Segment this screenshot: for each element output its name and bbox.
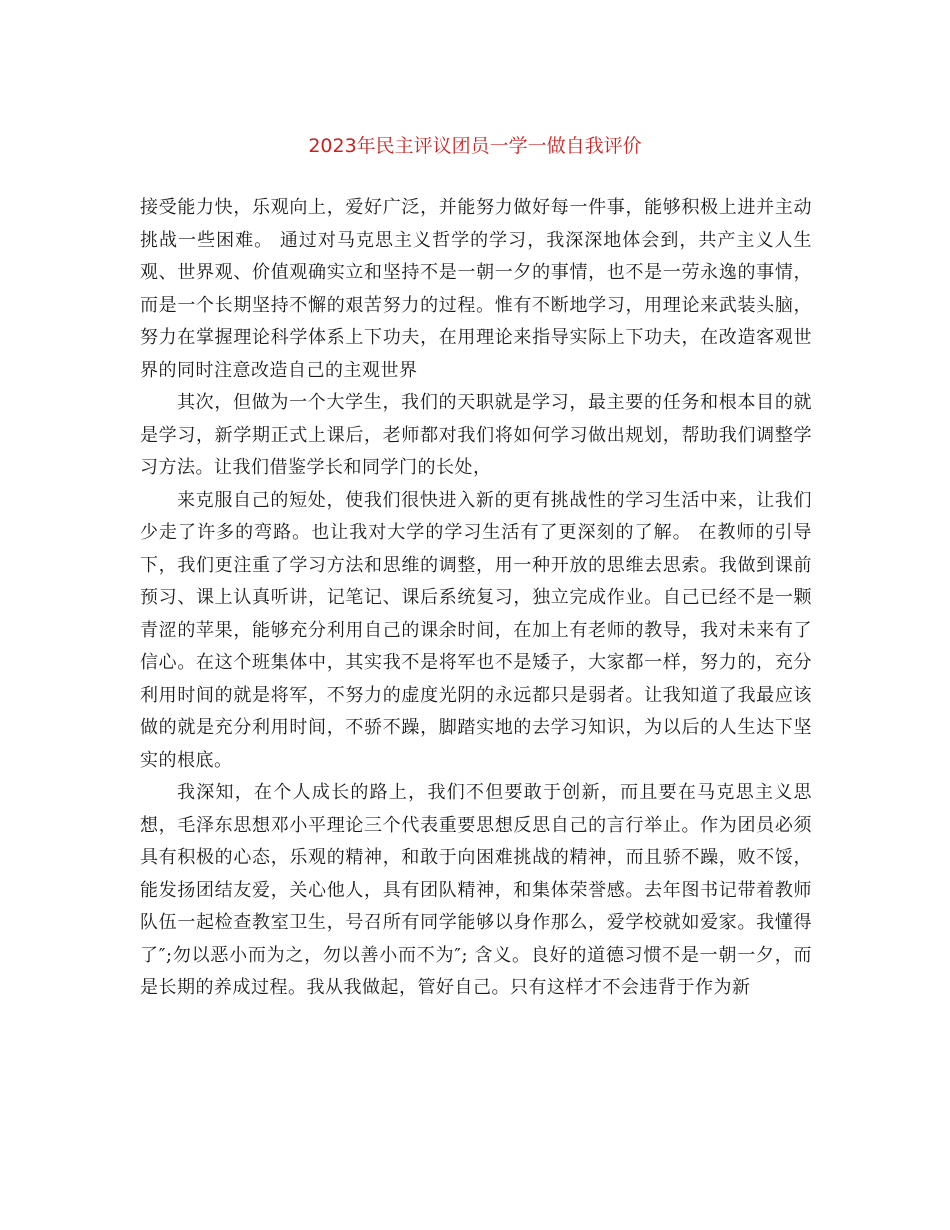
paragraph-4: 我深知，在个人成长的路上，我们不但要敢于创新，而且要在马克思主义思想，毛泽东思想邓小平理论三个代表重要思想反思自己的言行举止。作为团员必须具有积极的心态，乐观的精神，和敢于向困难挑战的精神，而且骄不躁，败不馁，能发扬团结友爱，关心他人，具有团队精神，和集体荣誉感。去年图书记带着教师队伍一起检查教室卫生，号召所有同学能够以身作那么，爱学校就如爱家。我懂得了″;勿以恶小而为之，勿以善小而不为″; 含义。良好的道德习惯不是一朝一夕，而是长期的养成过程。我从我做起，管好自己。只有这样才不会违背于作为新 <box>140 782 812 998</box>
paragraph-1: 接受能力快，乐观向上，爱好广泛，并能努力做好每一件事，能够积极上进并主动挑战一些困难。 通过对马克思主义哲学的学习，我深深地体会到，共产主义人生观、世界观、价值观确实立和坚持不是一朝一夕的事情，也不是一劳永逸的事情，而是一个长期坚持不懈的艰苦努力的过程。惟有不断地学习，用理论来武装头脑，努力在掌握理论科学体系上下功夫，在用理论来指导实际上下功夫，在改造客观世界的同时注意改造自己的主观世界 <box>140 197 812 381</box>
document-body <box>140 192 812 1005</box>
paragraph-2: 其次，但做为一个大学生，我们的天职就是学习，最主要的任务和根本目的就是学习，新学期正式上课后，老师都对我们将如何学习做出规划，帮助我们调整学习方法。让我们借鉴学长和同学门的长处， <box>140 392 812 478</box>
paragraph-3: 来克服自己的短处，使我们很快进入新的更有挑战性的学习生活中来，让我们少走了许多的弯路。也让我对大学的学习生活有了更深刻的了解。 在教师的引导下，我们更注重了学习方法和思维的调整，用一种开放的思维去思索。我做到课前预习、课上认真听讲，记笔记、课后系统复习，独立完成作业。自己已经不是一颗青涩的苹果，能够充分利用自己的课余时间，在加上有老师的教导，我对未来有了信心。在这个班集体中，其实我不是将军也不是矮子，大家都一样，努力的，充分利用时间的就是将军，不努力的虚度光阴的永远都只是弱者。让我知道了我最应该做的就是充分利用时间，不骄不躁，脚踏实地的去学习知识，为以后的人生达下坚实的根底。 <box>140 489 812 771</box>
document-title: 2023年民主评议团员一学一做自我评价 <box>308 135 642 157</box>
